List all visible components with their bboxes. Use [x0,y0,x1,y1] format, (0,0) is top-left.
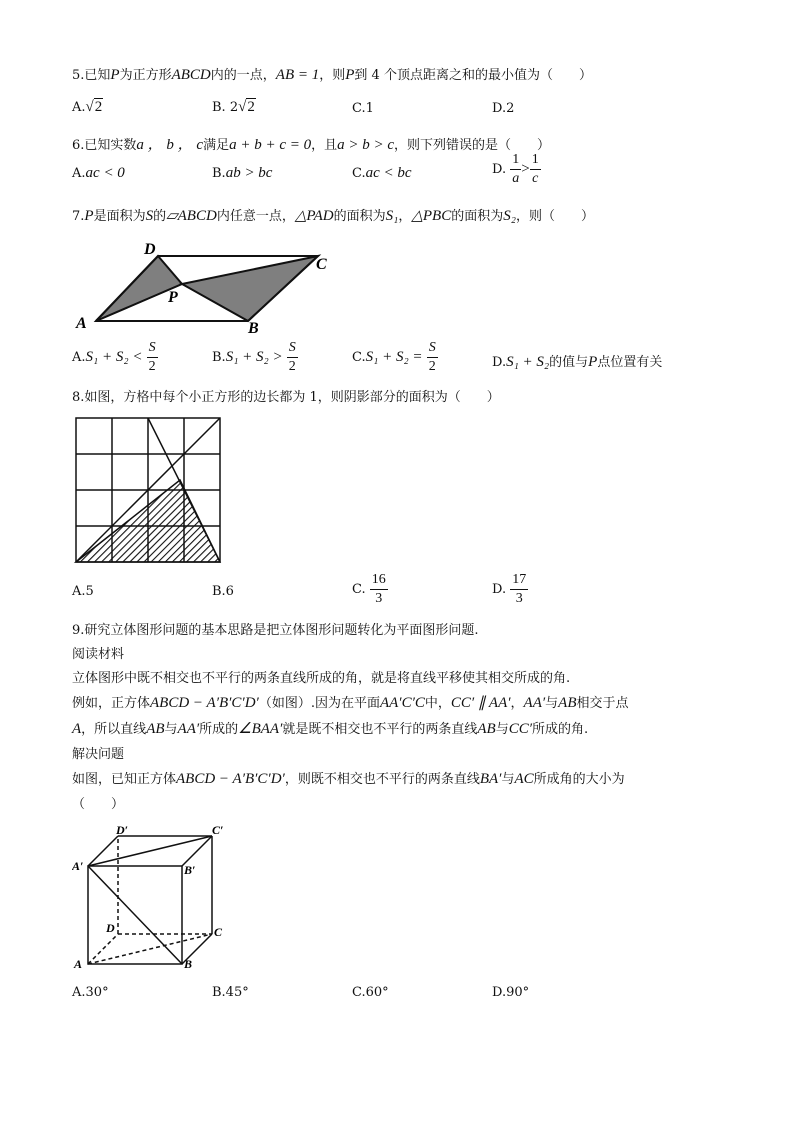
reading-title: 阅读材料 [72,647,125,662]
q5-stem [72,64,592,84]
denominator: 2 [148,359,156,374]
q6-option-d[interactable] [492,153,541,186]
q9-math: A [72,721,82,737]
q9-option-d[interactable]: D.90° [492,985,530,1000]
q9-math: AB [477,721,496,737]
q7-text: 是面积为 [93,209,146,224]
q6-math: a > b > c [337,137,395,153]
q6-math: a + b + c = 0 [229,137,312,153]
q9-text: 如图，已知正方体 [72,772,177,787]
q6-option-c[interactable] [352,165,412,182]
q9-math: ABCD − A′B′C′D′ [150,695,259,711]
option-text: 点位置有关 [597,355,663,370]
q9-text: 与 [545,696,559,711]
denominator: c [532,171,539,186]
q5-text: 为正方形 [119,68,172,83]
option-label: D. [492,162,507,177]
label-c: C [214,925,223,939]
q9-text: 所成的 [199,722,239,737]
q7-stem [72,205,594,225]
q9-math: AB [558,695,577,711]
solve-line [72,768,625,788]
gt-sign: > [521,161,530,177]
label-a: A [76,315,87,332]
q9-text: （如图）.因为在平面 [258,696,380,711]
q6-text: ，且 [311,138,338,153]
q9-text: ，所以直线 [81,722,147,737]
sqrt: √2 [238,99,255,115]
reading-line-2 [72,692,629,712]
label-d: D [106,921,115,935]
edge-b1c1 [182,836,212,866]
q5-text: 5.已知 [72,68,111,83]
q9-text: ，则既不相交也不平行的两条直线 [284,772,480,787]
q5-text: ，则 [319,68,346,83]
q5-math: ABCD [171,67,211,83]
option-label: A. [72,100,86,115]
denominator: a [512,171,520,186]
edge-ad-hidden [88,934,118,964]
label-c1: C′ [212,823,224,837]
q5-option-d[interactable]: D.2 [492,101,515,116]
q9-text: 就是既不相交也不平行的两条直线 [282,722,478,737]
edge-a1d1 [88,836,118,866]
q7-option-c[interactable] [352,341,438,374]
q5-math: AB = 1 [275,67,320,83]
option-math: S₁ + S₂ [506,354,550,370]
q7-option-a[interactable] [72,341,158,374]
q7-math: △PAD [294,208,334,224]
q7-math: S₁ [385,208,399,224]
q9-math: BA′ [479,771,502,787]
fraction [510,573,528,606]
q7-text: 的面积为 [451,209,504,224]
q7-math: S₂ [503,208,516,224]
option-math: S₁ + S₂ > [225,349,283,365]
q9-text: 相交于点 [576,696,629,711]
diagonal-a1c1 [88,836,212,866]
q6-text: 6.已知实数 [72,138,137,153]
option-text: 的值与 [549,355,589,370]
q9-math: AA′ [523,695,546,711]
fraction [530,153,541,186]
q9-option-a[interactable]: A.30° [72,985,109,1000]
label-p: P [168,289,178,306]
q9-math: CC′ [508,721,533,737]
denominator: 2 [288,359,296,374]
option-math: S₁ + S₂ = [365,349,423,365]
q7-math: △PBC [411,208,452,224]
q9-math: AA′ [177,721,200,737]
option-math: S₁ + S₂ < [85,349,143,365]
q9-text: 所成角的大小为 [533,772,625,787]
label-a1: A′ [72,859,84,873]
numerator: 16 [370,573,388,590]
q5-option-c[interactable]: C.1 [352,101,374,116]
q8-stem: 8.如图，方格中每个小正方形的边长都为 1，则阴影部分的面积为（ ） [72,390,500,405]
option-label: A. [72,166,86,181]
radicand: 2 [94,99,103,115]
denominator: 2 [428,359,436,374]
label-d1: D′ [116,823,129,837]
fraction [287,341,298,374]
label-d: D [144,241,156,258]
option-label: D. [492,582,507,597]
option-math: P [588,354,598,370]
radicand: 2 [247,99,255,115]
q7-text: ，则（ ） [515,209,594,224]
reading-line-3 [72,718,588,738]
fraction [510,153,521,186]
q5-text: 内的一点， [210,68,276,83]
q9-text: 例如，正方体 [72,696,151,711]
option-label: B. [212,350,226,365]
q9-text: 与 [495,722,509,737]
label-b1: B′ [184,863,196,877]
q6-option-b[interactable] [212,165,272,182]
q9-math: AA′C′C [379,695,425,711]
answer-paren: （ ） [72,797,125,812]
triangle-pbc [182,256,318,321]
diagonal-a1b [88,866,182,964]
label-c: C [316,256,327,273]
q7-math: ▱ABCD [166,208,217,224]
q7-text: ， [398,209,412,224]
q7-math: S [145,208,154,224]
q9-math: AC [514,771,534,787]
numerator: 1 [530,153,541,170]
numerator: S [147,341,158,358]
q6-text: ，则下列错误的是（ ） [394,138,551,153]
numerator: 17 [510,573,528,590]
q7-text: 内任意一点， [216,209,295,224]
numerator: S [287,341,298,358]
option-label: C. [352,166,366,181]
option-label: B. 2 [212,100,239,115]
q9-text: 与 [501,772,515,787]
q8-option-a[interactable]: A.5 [72,584,94,599]
q9-option-b[interactable]: B.45° [212,985,249,1000]
q9-math: ∠BAA′ [238,721,283,737]
q9-text: ， [510,696,524,711]
q8-option-b[interactable]: B.6 [212,584,234,599]
q5-option-b[interactable] [212,99,256,116]
q7-option-b[interactable] [212,341,298,374]
denominator: 3 [375,591,383,606]
q7-parallelogram-figure [72,236,342,336]
label-a: A [74,957,83,971]
option-math: ab > bc [225,165,273,181]
q5-option-a[interactable] [72,99,103,116]
q9-cube-figure [72,822,242,972]
option-label: A. [72,350,86,365]
denominator: 3 [515,591,523,606]
q9-text: 中， [424,696,451,711]
option-label: D. [492,355,507,370]
label-b: B [184,957,193,971]
q8-option-c[interactable] [352,573,388,606]
q8-option-d[interactable] [492,573,528,606]
q5-math: P [110,67,120,83]
q7-option-d[interactable] [492,351,662,371]
q9-stem: 9.研究立体图形问题的基本思路是把立体图形问题转化为平面图形问题. [72,623,479,638]
q7-text: 的面积为 [333,209,386,224]
q9-text: 所成的角. [532,722,589,737]
q9-math: ABCD − A′B′C′D′ [176,771,285,787]
diagonal-ac-hidden [88,934,212,964]
q6-math: a ， b ， c [136,137,204,153]
q9-text: 与 [164,722,178,737]
numerator: S [427,341,438,358]
fraction [427,341,438,374]
q9-option-c[interactable]: C.60° [352,985,389,1000]
q6-stem [72,133,550,154]
q7-math: P [84,208,94,224]
fraction [370,573,388,606]
label-b: B [248,320,259,336]
q6-text: 满足 [203,138,230,153]
option-label: C. [352,350,366,365]
q9-math: CC′ ∥ AA′ [450,695,511,711]
q5-text: 到 4 个顶点距离之和的最小值为（ ） [354,68,592,83]
q6-option-a[interactable] [72,165,125,182]
q7-text: 的 [153,209,167,224]
option-label: C. [352,582,366,597]
sqrt: √2 [85,99,103,115]
reading-line-1: 立体图形中既不相交也不平行的两条直线所成的角，就是将直线平移使其相交所成的角. [72,671,571,686]
numerator: 1 [510,153,521,170]
option-math: ac < 0 [85,165,125,181]
option-label: B. [212,166,226,181]
option-math: ac < bc [365,165,412,181]
fraction [147,341,158,374]
solve-title: 解决问题 [72,747,125,762]
q7-text: 7. [72,209,85,224]
q9-math: AB [146,721,165,737]
q8-grid-figure [72,414,224,566]
q5-math: P [345,67,355,83]
